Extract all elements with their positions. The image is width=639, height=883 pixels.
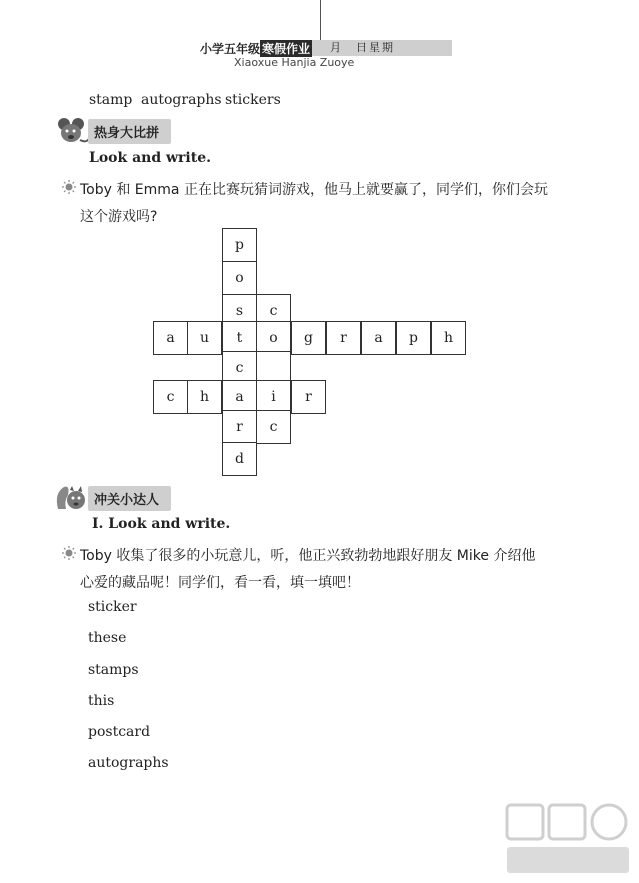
section2-prompt-line1: Toby 收集了很多的小玩意儿，听，他正兴致勃勃地跟好朋友 Mike 介绍他 bbox=[80, 548, 536, 564]
crossword-cell[interactable]: p bbox=[396, 321, 431, 355]
crossword-cell[interactable]: t bbox=[222, 321, 257, 355]
header-subtitle: Xiaoxue Hanjia Zuoye bbox=[234, 56, 355, 69]
crossword-cell[interactable]: u bbox=[187, 321, 222, 355]
crossword-cell[interactable]: o bbox=[222, 261, 257, 295]
crossword-cell[interactable]: c bbox=[256, 294, 291, 328]
crossword-cell[interactable]: i bbox=[256, 380, 291, 414]
header-date-fields: 月 日星期 bbox=[312, 40, 452, 56]
top-word-2: autographs bbox=[141, 92, 222, 108]
top-word-1: stamp bbox=[89, 92, 133, 108]
word-list-item: these bbox=[88, 630, 127, 646]
section1-prompt-line1: Toby 和 Emma 正在比赛玩猜词游戏，他马上就要赢了，同学们，你们会玩 bbox=[80, 182, 548, 198]
header-divider-line bbox=[320, 0, 321, 42]
section-challenge-header bbox=[54, 483, 171, 513]
word-list-item: postcard bbox=[88, 724, 151, 740]
word-list-item: this bbox=[88, 693, 115, 709]
section1-prompt-line2: 这个游戏吗? bbox=[80, 209, 158, 225]
page-header bbox=[200, 40, 452, 56]
crossword-cell[interactable]: a bbox=[153, 321, 188, 355]
crossword-cell[interactable]: c bbox=[153, 380, 188, 414]
sun-bullet-icon bbox=[62, 180, 76, 194]
crossword-cell[interactable]: c bbox=[256, 410, 291, 444]
word-list-item: stamps bbox=[88, 662, 139, 678]
crossword-cell[interactable]: d bbox=[222, 442, 257, 476]
crossword-cell[interactable]: g bbox=[291, 321, 326, 355]
section2-prompt-line2: 心爱的藏品呢！同学们，看一看，填一填吧！ bbox=[80, 575, 360, 591]
mouse-mascot-icon bbox=[54, 116, 92, 146]
word-list-item: autographs bbox=[88, 755, 169, 771]
header-title: 小学五年级 bbox=[200, 41, 261, 56]
section-warmup-header bbox=[54, 116, 171, 146]
crossword-cell[interactable]: o bbox=[256, 321, 291, 355]
word-list-item: sticker bbox=[88, 599, 137, 615]
section-warmup-label: 热身大比拼 bbox=[88, 119, 171, 144]
sun-bullet-icon bbox=[62, 546, 76, 560]
watermark-logo bbox=[503, 799, 633, 879]
crossword-cell[interactable]: r bbox=[222, 410, 257, 444]
crossword-cell[interactable]: s bbox=[222, 294, 257, 328]
top-word-3: stickers bbox=[225, 92, 281, 108]
section-challenge-label: 冲关小达人 bbox=[88, 486, 171, 511]
crossword-cell[interactable]: a bbox=[361, 321, 396, 355]
section1-instruction: Look and write. bbox=[89, 150, 212, 166]
crossword-cell[interactable]: h bbox=[187, 380, 222, 414]
crossword-cell[interactable]: a bbox=[222, 380, 257, 414]
crossword-cell[interactable]: r bbox=[291, 380, 326, 414]
crossword-cell[interactable]: c bbox=[222, 351, 257, 385]
crossword-cell[interactable]: h bbox=[431, 321, 466, 355]
crossword-cell[interactable]: r bbox=[326, 321, 361, 355]
section2-instruction: Ⅰ. Look and write. bbox=[92, 516, 231, 532]
squirrel-mascot-icon bbox=[54, 483, 92, 513]
crossword-cell[interactable]: p bbox=[222, 228, 257, 262]
header-title-highlight: 寒假作业 bbox=[262, 41, 311, 56]
